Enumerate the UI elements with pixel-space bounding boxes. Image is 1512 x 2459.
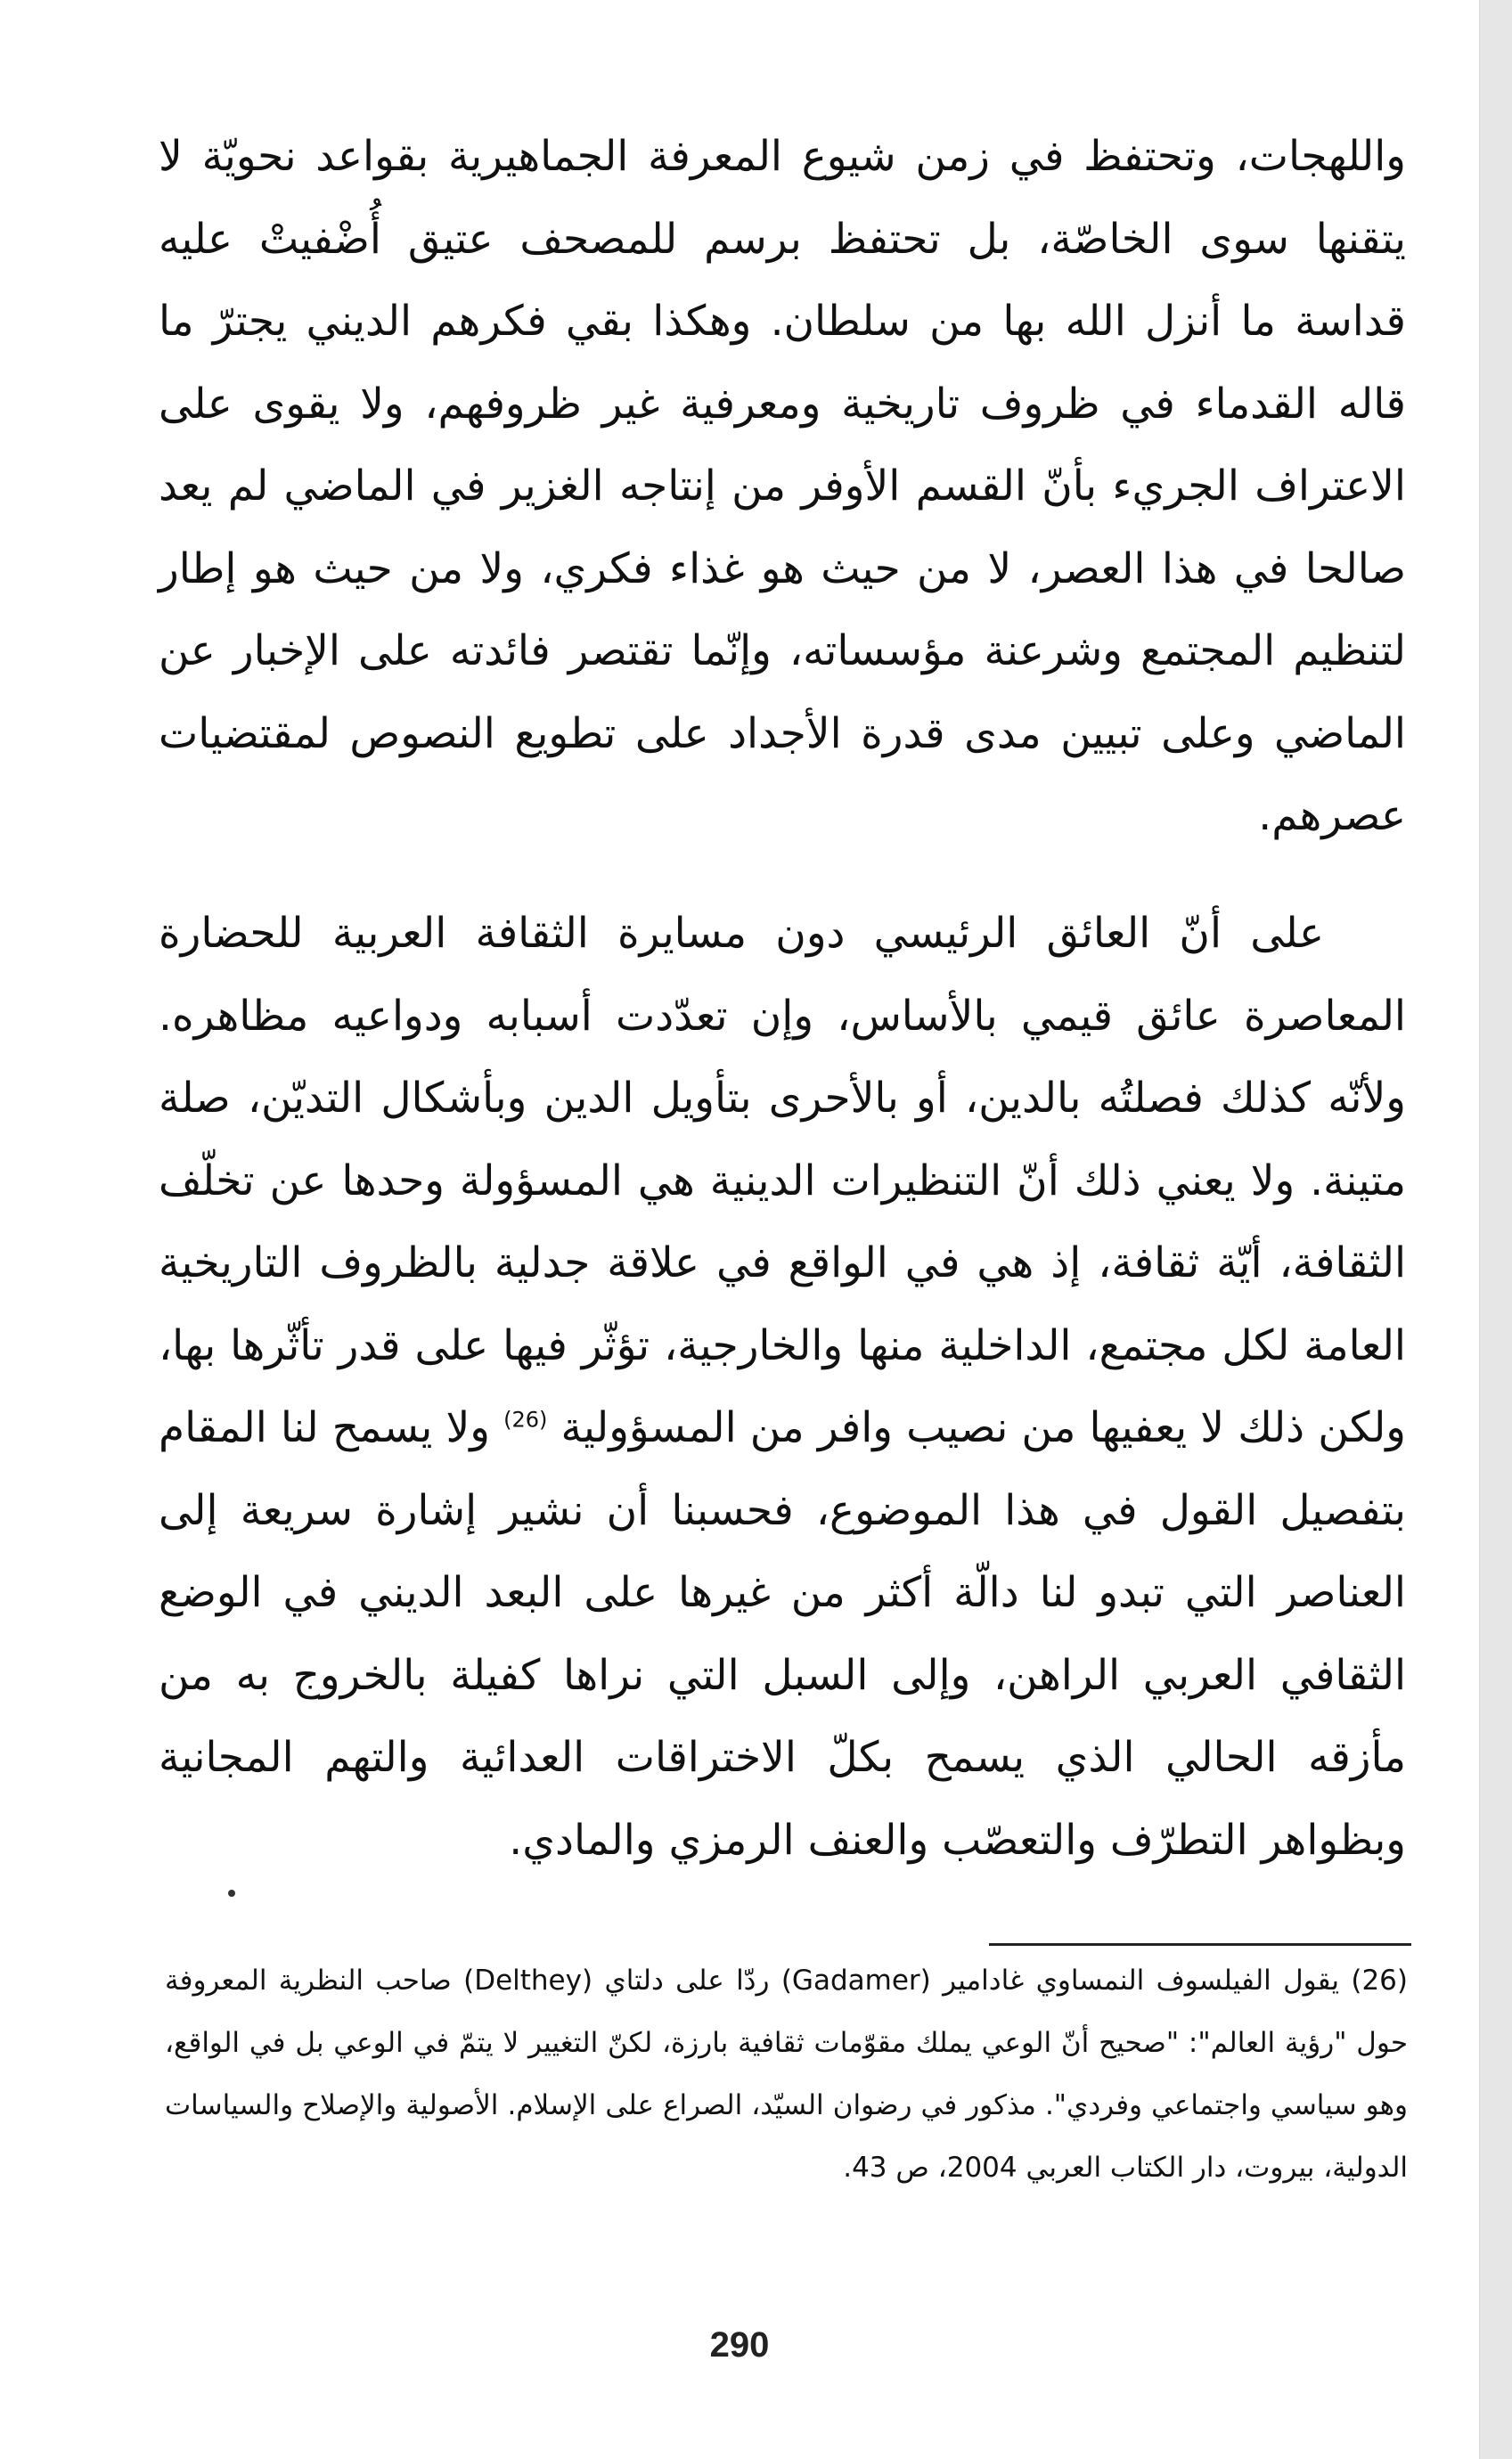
scan-speck	[228, 1890, 235, 1897]
footnote-reference: (26)	[503, 1407, 548, 1433]
paragraph-2-text-before-ref: على أنّ العائق الرئيسي دون مسايرة الثقافة العربية للحضارة المعاصرة عائق قيمي بالأساس، وإن تعدّدت أسبابه ودواعيه مظاهره. ولأنّه كذلك فصلتُه بالدين، أو بالأحرى بتأويل الدين وبأشكال التديّن، صلة متينة. ولا يعني ذلك أنّ التنظيرات الدينية هي المسؤولة وحدها عن تخلّف الثقافة، أيّة ثقافة، إذ هي في الواقع في علاقة جدلية بالظروف التاريخية العامة لكل مجتمع، الداخلية منها والخارجية، تؤثّر فيها على قدر تأثّرها بها، ولكن ذلك لا يعفيها من نصيب وافر من المسؤولية	[159, 909, 1406, 1452]
footnote-separator	[989, 1943, 1411, 1946]
paragraph-2	[159, 893, 1406, 1882]
page-number: 290	[709, 2325, 770, 2365]
paragraph-2-text-after-ref: ولا يسمح لنا المقام بتفصيل القول في هذا الموضوع، فحسبنا أن نشير إشارة سريعة إلى العناصر التي تبدو لنا دالّة أكثر من غيرها على البعد الديني في الوضع الثقافي العربي الراهن، وإلى السبل التي نراها كفيلة بالخروج به من مأزقه الحالي الذي يسمح بكلّ الاختراقات العدائية والتهم المجانية وبظواهر التطرّف والتعصّب والعنف الرمزي والمادي.	[159, 1403, 1406, 1865]
scan-margin	[1479, 0, 1512, 2459]
footnote-26: (26) يقول الفيلسوف النمساوي غادامير (Gadamer) ردّا على دلتاي (Delthey) صاحب النظرية المعروفة حول "رؤية العالم": "صحيح أنّ الوعي يملك مقوّمات ثقافية بارزة، لكنّ التغيير لا يتمّ في الوعي بل في الواقع، وهو سياسي واجتماعي وفردي". مذكور في رضوان السيّد، الصراع على الإسلام. الأصولية والإصلاح والسياسات الدولية، بيروت، دار الكتاب العربي 2004، ص 43.	[165, 1965, 1409, 2184]
paragraph-1: واللهجات، وتحتفظ في زمن شيوع المعرفة الجماهيرية بقواعد نحويّة لا يتقنها سوى الخاصّة، بل تحتفظ برسم للمصحف عتيق أُضْفيتْ عليه قداسة ما أنزل الله بها من سلطان. وهكذا بقي فكرهم الديني يجترّ ما قاله القدماء في ظروف تاريخية ومعرفية غير ظروفهم، ولا يقوى على الاعتراف الجريء بأنّ القسم الأوفر من إنتاجه الغزير في الماضي لم يعد صالحا في هذا العصر، لا من حيث هو غذاء فكري، ولا من حيث هو إطار لتنظيم المجتمع وشرعنة مؤسساته، وإنّما تقتصر فائدته على الإخبار عن الماضي وعلى تبيين مدى قدرة الأجداد على تطويع النصوص لمقتضيات عصرهم.	[159, 132, 1406, 840]
